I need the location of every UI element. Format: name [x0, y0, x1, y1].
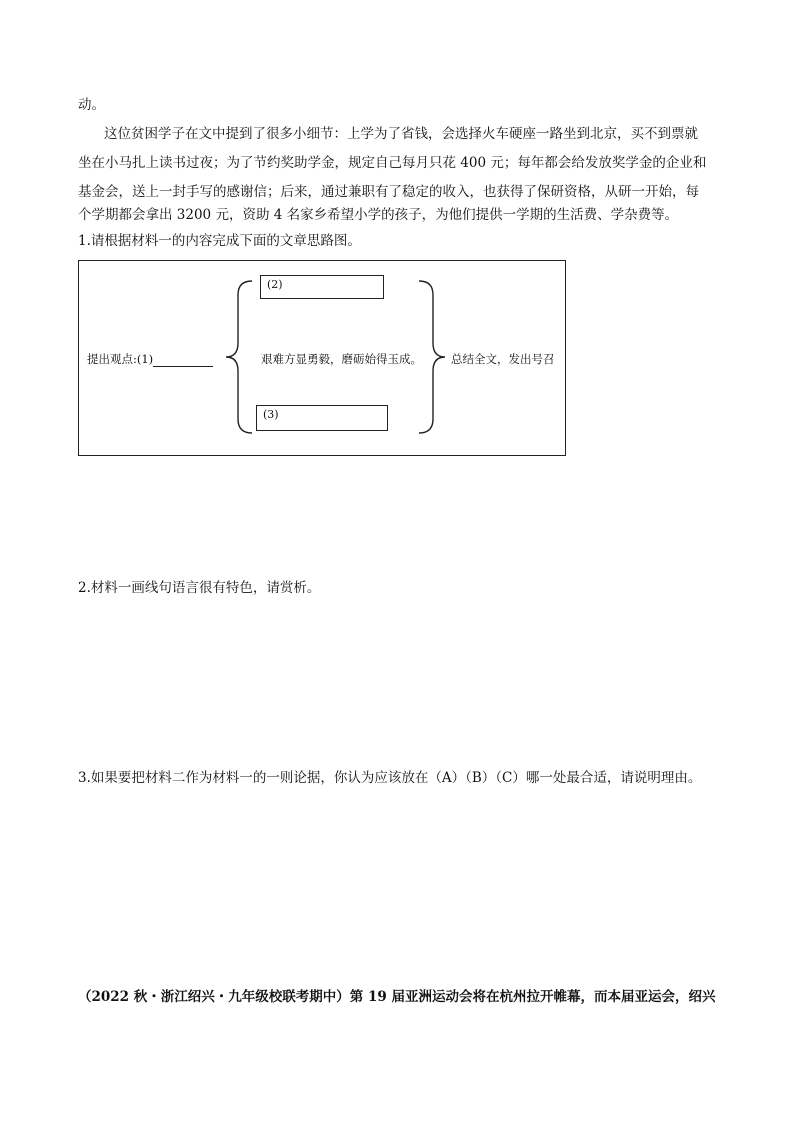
passage-line-3: 基金会，送上一封手写的感谢信；后来，通过兼职有了稳定的收入，也获得了保研资格，从研一开始，每	[78, 184, 699, 200]
question-3: 3.如果要把材料二作为材料一的一则论据，你认为应该放在（A）（B）（C）哪一处最合适，请说明理由。	[78, 770, 702, 786]
passage-line-0: 动。	[78, 97, 105, 113]
answer-box-2-label: (2)	[267, 278, 283, 291]
diagram-right: 总结全文，发出号召	[451, 352, 555, 366]
diagram-left	[87, 351, 213, 367]
diagram-middle: 艰难方显勇毅，磨砺始得玉成。	[261, 352, 422, 366]
passage-line-4: 个学期都会拿出 3200 元，资助 4 名家乡希望小学的孩子，为他们提供一学期的生活费、学杂费等。	[78, 207, 679, 223]
outline-diagram	[78, 260, 566, 456]
question-1: 1.请根据材料一的内容完成下面的文章思路图。	[78, 233, 361, 249]
passage-line-2: 坐在小马扎上读书过夜；为了节约奖助学金，规定自己每月只花 400 元；每年都会给发放奖学金的企业和	[78, 155, 707, 171]
answer-box-3[interactable]	[256, 405, 388, 431]
diagram-left-label: 提出观点:(1)	[87, 352, 154, 366]
footer-text: （2022 秋・浙江绍兴・九年级校联考期中）第 19 届亚洲运动会将在杭州拉开帷幕，而本届亚运会，绍兴	[78, 989, 716, 1005]
answer-box-3-label: (3)	[263, 408, 279, 421]
answer-box-2[interactable]	[260, 275, 384, 299]
question-2: 2.材料一画线句语言很有特色，请赏析。	[78, 580, 321, 596]
left-brace-icon	[224, 279, 254, 435]
answer-blank-1[interactable]	[153, 354, 213, 367]
right-brace-icon	[417, 279, 447, 435]
passage-line-1: 这位贫困学子在文中提到了很多小细节：上学为了省钱，会选择火车硬座一路坐到北京，买不到票就	[104, 126, 698, 142]
